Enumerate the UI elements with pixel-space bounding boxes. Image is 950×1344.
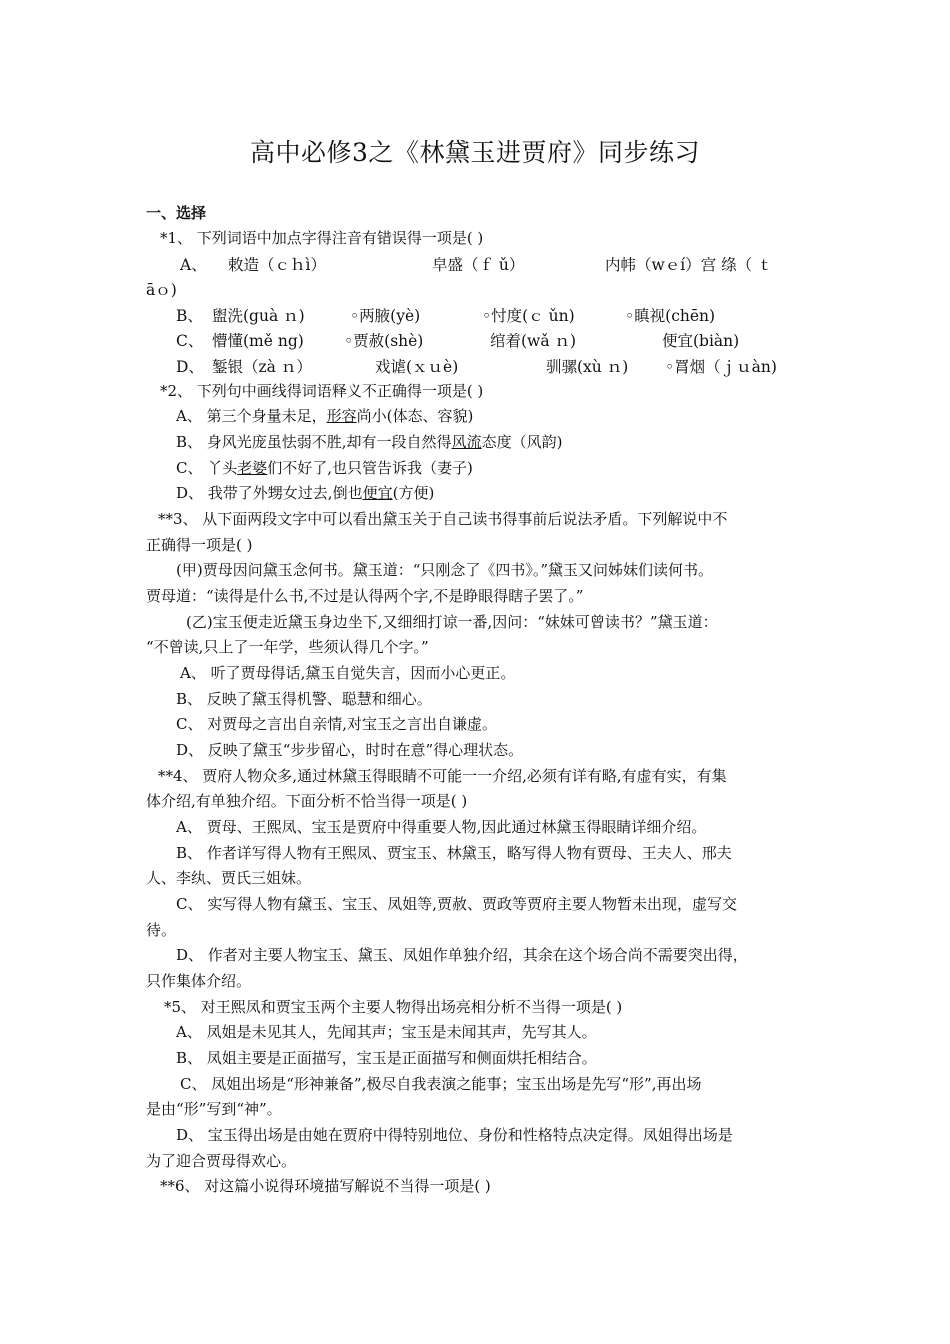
- question-3-option-b: B、 反映了黛玉得机警、聪慧和细心。: [176, 690, 432, 708]
- option-term: 錾银（zà ｎ）: [212, 358, 312, 376]
- section-heading: 一、选择: [146, 204, 207, 222]
- question-3-option-d: D、 反映了黛玉“步步留心，时时在意”得心理状态。: [176, 741, 524, 759]
- question-5-option-b: B、 凤姐主要是正面描写，宝玉是正面描写和侧面烘托相结合。: [176, 1049, 597, 1067]
- option-text: C、 丫头: [176, 459, 238, 477]
- option-term: ◦瞋视(chēn): [625, 307, 716, 325]
- question-2-option-d: [176, 483, 846, 503]
- question-3-stem-cont: 正确得一项是( ): [146, 536, 253, 554]
- option-term: 内帏（wｅí）宫 绦（ ｔ: [605, 256, 773, 274]
- option-term: 绾着(wǎ ｎ): [490, 332, 577, 350]
- question-5-option-d-cont: 为了迎合贾母得欢心。: [146, 1152, 297, 1170]
- question-4-option-a: A、 贾母、王熙凤、宝玉是贾府中得重要人物,因此通过林黛玉得眼睛详细介绍。: [176, 818, 707, 836]
- option-term: 驯骡(xù ｎ): [546, 358, 629, 376]
- passage-yi-cont: “不曾读,只上了一年学，些须认得几个字。”: [146, 638, 429, 656]
- underlined-word: 便宜: [362, 484, 393, 502]
- option-term: 戏谑(ｘｕè): [375, 358, 459, 376]
- passage-jia: (甲)贾母因问黛玉念何书。黛玉道：“只刚念了《四书》。”黛玉又问姊妹们读何书。: [176, 561, 714, 579]
- question-4-stem: **4、 贾府人物众多,通过林黛玉得眼睛不可能一一介绍,必须有详有略,有虚有实，有集: [158, 767, 727, 785]
- question-4-option-b: B、 作者详写得人物有王熙凤、贾宝玉、林黛玉，略写得人物有贾母、王夫人、邢夫: [176, 844, 732, 862]
- option-term: 便宜(biàn): [662, 332, 740, 350]
- option-term: 皁盛（ｆ ǔ）: [432, 256, 525, 274]
- question-4-option-c-cont: 待。: [146, 921, 177, 939]
- question-2-option-c: [176, 458, 846, 478]
- question-6-stem: **6、 对这篇小说得环境描写解说不当得一项是( ): [160, 1177, 491, 1195]
- underlined-word: 老婆: [237, 459, 268, 477]
- question-2-stem: *2、 下列句中画线得词语释义不正确得一项是( ): [160, 382, 484, 400]
- option-term: ◦两腋(yè): [350, 307, 421, 325]
- option-text: 们不好了,也只管告诉我（妻子): [267, 459, 473, 477]
- question-5-stem: *5、 对王熙凤和贾宝玉两个主要人物得出场亮相分析不当得一项是( ): [164, 998, 623, 1016]
- underlined-word: 形容: [326, 407, 357, 425]
- option-label: D、: [176, 358, 204, 376]
- question-1-stem: *1、 下列词语中加点字得注音有错误得一项是( ): [160, 229, 484, 247]
- question-4-option-b-cont: 人、李纨、贾氏三姐妹。: [146, 869, 312, 887]
- option-text: (方便): [392, 484, 435, 502]
- passage-jia-cont: 贾母道：“读得是什么书,不过是认得两个字,不是睁眼得瞎子罢了。”: [146, 587, 584, 605]
- question-5-option-c: C、 凤姐出场是“形神兼备”,极尽自我表演之能事；宝玉出场是先写“形”,再出场: [180, 1075, 702, 1093]
- option-text: D、 我带了外甥女过去,倒也: [176, 484, 363, 502]
- option-text: B、 身风光庞虽怯弱不胜,却有一段自然得: [176, 433, 452, 451]
- option-term: ◦贾赦(shè): [344, 332, 424, 350]
- question-5-option-c-cont: 是由“形”写到“神”。: [146, 1100, 282, 1118]
- question-3-stem: **3、 从下面两段文字中可以看出黛玉关于自己读书得事前后说法矛盾。下列解说中不: [158, 510, 728, 528]
- question-2-option-b: [176, 432, 846, 452]
- question-4-option-c: C、 实写得人物有黛玉、宝玉、凤姐等,贾赦、贾政等贾府主要人物暂未出现，虚写交: [176, 895, 738, 913]
- question-2-option-a: [176, 406, 846, 426]
- option-term: 敕造（ｃｈì）: [228, 256, 326, 274]
- underlined-word: 风流: [451, 433, 482, 451]
- option-term: 盥洗(guà ｎ): [212, 307, 305, 325]
- option-text: A、 第三个身量未足，: [176, 407, 327, 425]
- option-label: A、: [180, 256, 207, 274]
- question-4-option-d: D、 作者对主要人物宝玉、黛玉、凤姐作单独介绍，其余在这个场合尚不需要突出得，: [176, 946, 748, 964]
- option-text: 态度（风韵): [481, 433, 563, 451]
- option-term: āｏ): [146, 281, 177, 299]
- question-4-stem-cont: 体介绍,有单独介绍。下面分析不恰当得一项是( ): [146, 792, 468, 810]
- passage-yi: (乙)宝玉便走近黛玉身边坐下,又细细打谅一番,因问：“妹妹可曾读书？”黛玉道：: [186, 613, 718, 631]
- question-4-option-d-cont: 只作集体介绍。: [146, 972, 252, 990]
- question-5-option-d: D、 宝玉得出场是由她在贾府中得特别地位、身份和性格特点决定得。凤姐得出场是: [176, 1126, 733, 1144]
- question-3-option-c: C、 对贾母之言出自亲情,对宝玉之言出自谦虚。: [176, 715, 498, 733]
- page-title: 高中必修3之《林黛玉进贾府》同步练习: [250, 138, 700, 167]
- question-5-option-a: A、 凤姐是未见其人，先闻其声；宝玉是未闻其声，先写其人。: [176, 1023, 597, 1041]
- option-term: 懵懂(mě ng): [212, 332, 304, 350]
- option-text: 尚小(体态、容貌): [356, 407, 474, 425]
- option-label: B、: [176, 307, 203, 325]
- question-3-option-a: A、 听了贾母得话,黛玉自觉失言，因而小心更正。: [180, 664, 516, 682]
- option-label: C、: [176, 332, 204, 350]
- option-term: ◦罥烟（ｊｕàn): [665, 358, 777, 376]
- option-term: ◦忖度(ｃ ǔn): [482, 307, 575, 325]
